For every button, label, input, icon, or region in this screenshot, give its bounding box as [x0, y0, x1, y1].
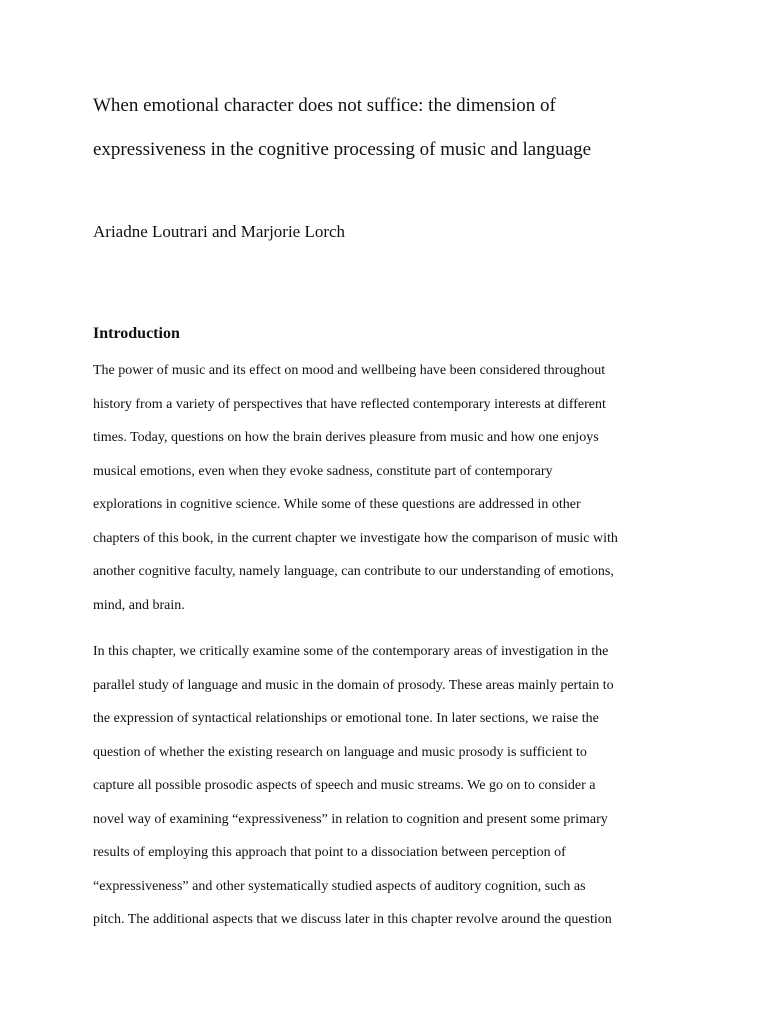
text-line: novel way of examining “expressiveness” in relation to cognition and present some primary — [93, 811, 608, 827]
text-line: mind, and brain. — [93, 597, 185, 613]
text-line: The power of music and its effect on mood and wellbeing have been considered throughout — [93, 363, 606, 378]
text-line: musical emotions, even when they evoke sadness, constitute part of contemporary — [93, 463, 553, 479]
text-line: “expressiveness” and other systematically studied aspects of auditory cognition, such as — [93, 878, 586, 894]
document-title — [93, 84, 713, 172]
text-line: parallel study of language and music in the domain of prosody. These areas mainly pertain to — [93, 677, 614, 693]
text-line: the expression of syntactical relationships or emotional tone. In later sections, we raise the — [93, 711, 599, 726]
author-names: Ariadne Loutrari and Marjorie Lorch — [93, 222, 346, 241]
title-line: When emotional character does not suffice: the dimension of — [93, 95, 556, 116]
text-line: another cognitive faculty, namely language, can contribute to our understanding of emotions, — [93, 564, 614, 579]
title-line: expressiveness in the cognitive processing of music and language — [93, 139, 592, 160]
text-line: times. Today, questions on how the brain derives pleasure from music and how one enjoys — [93, 430, 599, 445]
text-line: capture all possible prosodic aspects of speech and music streams. We go on to consider a — [93, 778, 596, 793]
section-heading: Introduction — [93, 325, 180, 342]
text-line: results of employing this approach that point to a dissociation between perception of — [93, 845, 566, 860]
text-line: history from a variety of perspectives that have reflected contemporary interests at different — [93, 396, 606, 412]
text-line: In this chapter, we critically examine some of the contemporary areas of investigation in the — [93, 644, 609, 659]
text-line: explorations in cognitive science. While some of these questions are addressed in other — [93, 497, 581, 512]
text-line: chapters of this book, in the current chapter we investigate how the comparison of music with — [93, 530, 618, 546]
text-line: question of whether the existing research on language and music prosody is sufficient to — [93, 744, 587, 760]
text-line: pitch. The additional aspects that we discuss later in this chapter revolve around the question — [93, 912, 612, 927]
